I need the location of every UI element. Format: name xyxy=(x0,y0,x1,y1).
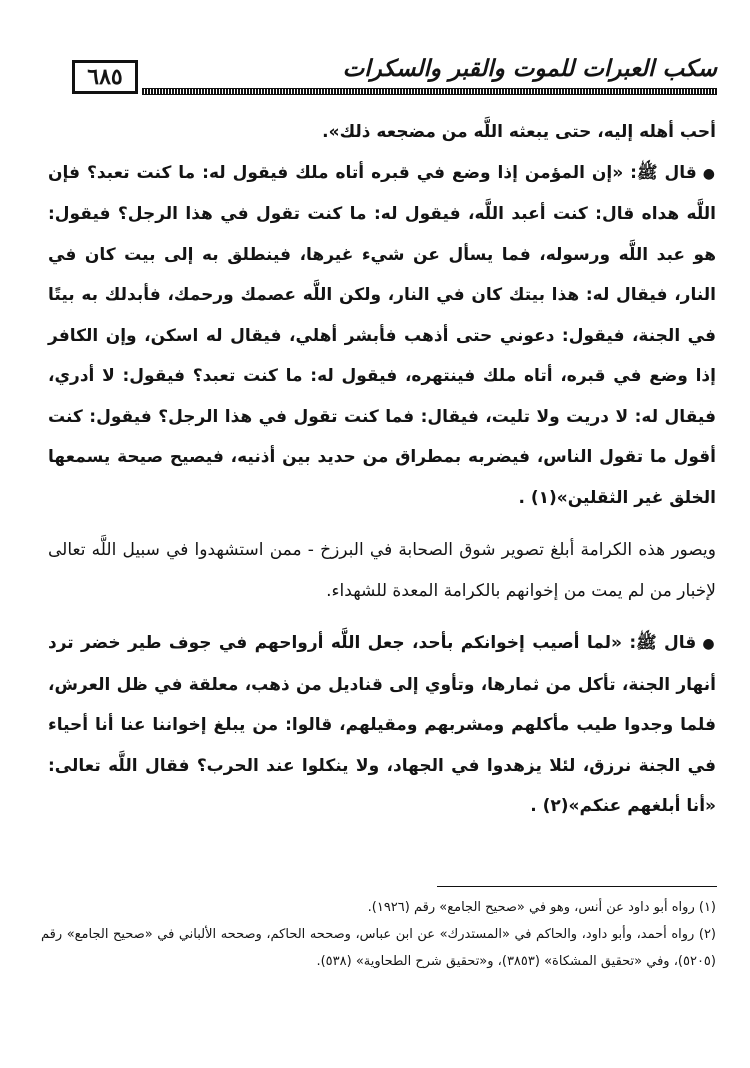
page-header xyxy=(72,52,717,98)
paragraph-4-text: قال ﷺ: «لما أصيب إخوانكم بأحد، جعل اللَّه أرواحهم في جوف طير خضر ترد أنهار الجنة، تأكل من ثمارها، وتأوي إلى قناديل من ذهب، معلقة في ظل العرش، فلما وجدوا طيب مأكلهم ومشربهم ومقيلهم، قالوا: من يبلغ إخواننا عنا أنا أحياء في الجنة نرزق، لئلا يزهدوا في الجهاد، ولا ينكلوا عند الحرب؟ فقال اللَّه تعالى: «أنا أبلغهم عنكم»(٢) . xyxy=(48,633,716,816)
footnote-2: (٢) رواه أحمد، وأبو داود، والحاكم في «المستدرك» عن ابن عباس، وصححه الحاكم، وصححه الألباني في «صحيح الجامع» رقم (٥٢٠٥)، وفي «تحقيق المشكاة» (٣٨٥٣)، و«تحقيق شرح الطحاوية» (٥٣٨). xyxy=(41,927,716,969)
footnote-1: (١) رواه أبو داود عن أنس، وهو في «صحيح الجامع» رقم (١٩٢٦). xyxy=(367,900,716,915)
running-title: سكب العبرات للموت والقبر والسكرات xyxy=(342,55,717,82)
bullet-icon: ● xyxy=(702,165,716,182)
footnotes xyxy=(41,894,716,975)
main-text xyxy=(48,112,716,827)
paragraph-1: أحب أهله إليه، حتى يبعثه اللَّه من مضجعه ذلك». xyxy=(322,122,716,142)
bullet-icon: ● xyxy=(702,636,716,652)
header-rule xyxy=(142,88,717,95)
page-number: ٦٨٥ xyxy=(72,60,138,94)
paragraph-2-text: قال ﷺ: «إن المؤمن إذا وضع في قبره أتاه ملك فيقول له: ما كنت تعبد؟ فإن اللَّه هداه قال: كنت أعبد اللَّه، فيقول له: ما كنت تقول في هذا الرجل؟ فيقول: هو عبد اللَّه ورسوله، فما يسأل عن شيء غيرها، فينطلق به إلى بيت كان في النار، فيقال له: هذا بيتك كان في النار، ولكن اللَّه عصمك ورحمك، فأبدلك به بيتًا في الجنة، فيقول: دعوني حتى أذهب فأبشر أهلي، فيقال له اسكن، وإن الكافر إذا وضع في قبره، أتاه ملك فينتهره، فيقول له: ما كنت تعبد؟ فيقول: لا أدري، فيقال له: لا دريت ولا تليت، فيقال: فما كنت تقول في هذا الرجل؟ فيقول: كنت أقول ما تقول الناس، فيضربه بمطراق من حديد بين أذنيه، فيصيح صيحة يسمعها الخلق غير الثقلين»(١) . xyxy=(48,162,716,508)
paragraph-4 xyxy=(48,623,716,827)
paragraph-3: ويصور هذه الكرامة أبلغ تصوير شوق الصحابة في البرزخ - ممن استشهدوا في سبيل اللَّه تعالى لإخبار من لم يمت من إخوانهم بالكرامة المعدة للشهداء. xyxy=(48,540,716,601)
paragraph-2 xyxy=(48,153,716,519)
footnote-separator xyxy=(437,886,717,887)
